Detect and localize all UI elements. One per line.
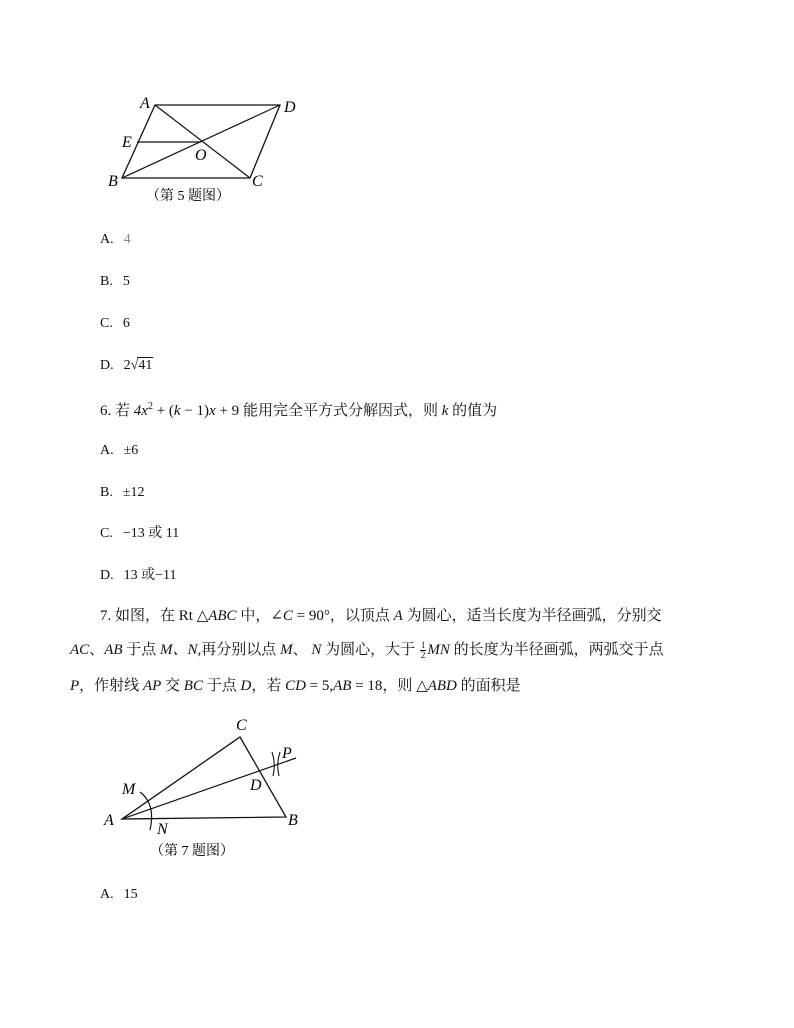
- option-value: 6: [122, 316, 130, 331]
- option-value: 4: [123, 232, 131, 247]
- option-value: ±6: [123, 443, 139, 458]
- fraction-one-half: $\frac{1}{2}$: [420, 640, 426, 661]
- q6-expression: $4x^2 + (k - 1)x + 9$: [133, 401, 240, 419]
- question-number: 6.: [100, 403, 112, 419]
- q7-var: AC: [70, 642, 90, 658]
- q7-text: 、: [89, 642, 105, 658]
- point-label-N: N: [157, 821, 168, 838]
- q7-var: ABC: [208, 608, 237, 624]
- option-value: ±12: [122, 485, 145, 500]
- q7-text: 的面积是: [460, 678, 521, 694]
- point-label-M: M: [122, 781, 136, 798]
- point-label-P: P: [282, 745, 292, 762]
- question-7-line-3: [70, 676, 521, 696]
- q7-var: AB: [104, 642, 123, 658]
- option-label: D.: [100, 568, 114, 583]
- q6-text-after: 能用完全平方式分解因式，则: [242, 403, 438, 419]
- q7-text: 于点: [126, 642, 157, 658]
- q7-text: = 5,: [305, 678, 334, 694]
- figure-7: [100, 712, 320, 862]
- q7-text: ,再分别以点: [197, 642, 277, 658]
- q7-text: 的长度为半径画弧，两弧交于点: [453, 642, 664, 658]
- q7-text: = 90°，以顶点: [292, 608, 390, 624]
- point-label-B: B: [108, 173, 118, 190]
- q6-var-k: k: [441, 403, 449, 419]
- option-value: 13 或−11: [123, 568, 177, 583]
- figure-7-diagram: [100, 712, 320, 862]
- q7-text: = 18，则: [351, 678, 413, 694]
- q7-var: D: [240, 678, 252, 694]
- sqrt-sign: √: [130, 358, 139, 373]
- option-value: −13 或 11: [122, 526, 180, 541]
- q6-option-c[interactable]: [100, 525, 179, 543]
- triangle-symbol: △: [416, 678, 428, 694]
- q5-option-a[interactable]: [100, 231, 131, 249]
- option-label: A.: [100, 443, 114, 458]
- q7-text: 为圆心，大于: [325, 642, 416, 658]
- option-label: A.: [100, 232, 114, 247]
- q7-var: M: [280, 642, 293, 658]
- q7-var: N: [311, 642, 322, 658]
- q6-lead: 若: [115, 403, 131, 419]
- point-label-O: O: [195, 147, 207, 164]
- q7-var: P: [70, 678, 80, 694]
- option-value: 5: [122, 274, 130, 289]
- option-value: 15: [123, 887, 138, 902]
- q5-option-d[interactable]: [100, 357, 153, 375]
- figure-5-diagram: [100, 90, 320, 210]
- q7-var: CD: [285, 678, 306, 694]
- option-value-prefix: 2: [123, 358, 131, 373]
- q7-text: ，若: [251, 678, 282, 694]
- q7-option-a[interactable]: [100, 886, 138, 904]
- q7-text: 于点: [206, 678, 237, 694]
- q7-text: ，作射线: [79, 678, 140, 694]
- q7-var: AP: [142, 678, 162, 694]
- q5-option-c[interactable]: [100, 315, 130, 333]
- point-label-D: D: [250, 777, 262, 794]
- q7-var: A: [393, 608, 403, 624]
- q7-text: 为圆心，适当长度为半径画弧，分别交: [406, 608, 662, 624]
- q6-text-end: 的值为: [452, 403, 498, 419]
- question-number: 7.: [100, 608, 112, 624]
- option-label: C.: [100, 316, 113, 331]
- q6-option-a[interactable]: [100, 442, 138, 460]
- q7-var: MN: [427, 642, 450, 658]
- figure-5: [100, 90, 320, 210]
- option-label: B.: [100, 274, 113, 289]
- figure-7-caption: （第 7 题图）: [150, 844, 234, 859]
- q7-var: AB: [333, 678, 352, 694]
- question-7-line-2: [70, 640, 664, 660]
- q7-var: C: [282, 608, 293, 624]
- point-label-A: A: [140, 95, 150, 112]
- q6-option-b[interactable]: [100, 484, 145, 502]
- option-label: B.: [100, 485, 113, 500]
- point-label-E: E: [122, 134, 132, 151]
- sqrt-radicand: 41: [138, 358, 153, 373]
- point-label-C: C: [236, 717, 247, 734]
- arc-P-1: [272, 752, 274, 776]
- q7-var: BC: [183, 678, 203, 694]
- q7-var: ABD: [427, 678, 457, 694]
- point-label-D: D: [284, 99, 296, 116]
- q7-text: 中，∠: [240, 608, 283, 624]
- q7-text: 交: [165, 678, 181, 694]
- point-label-B: B: [288, 812, 298, 829]
- point-label-C: C: [252, 173, 263, 190]
- question-6: [100, 397, 497, 421]
- option-label: A.: [100, 887, 114, 902]
- q7-text: 如图，在 Rt: [115, 608, 193, 624]
- figure-5-caption: （第 5 题图）: [146, 189, 230, 204]
- option-label: C.: [100, 526, 113, 541]
- q5-option-b[interactable]: [100, 273, 130, 291]
- q7-var: M、N: [160, 642, 198, 658]
- question-7-line-1: [100, 606, 662, 626]
- triangle-symbol: △: [196, 608, 209, 624]
- q7-text: 、: [292, 642, 308, 658]
- option-label: D.: [100, 358, 114, 373]
- q6-option-d[interactable]: [100, 567, 177, 585]
- point-label-A: A: [104, 812, 114, 829]
